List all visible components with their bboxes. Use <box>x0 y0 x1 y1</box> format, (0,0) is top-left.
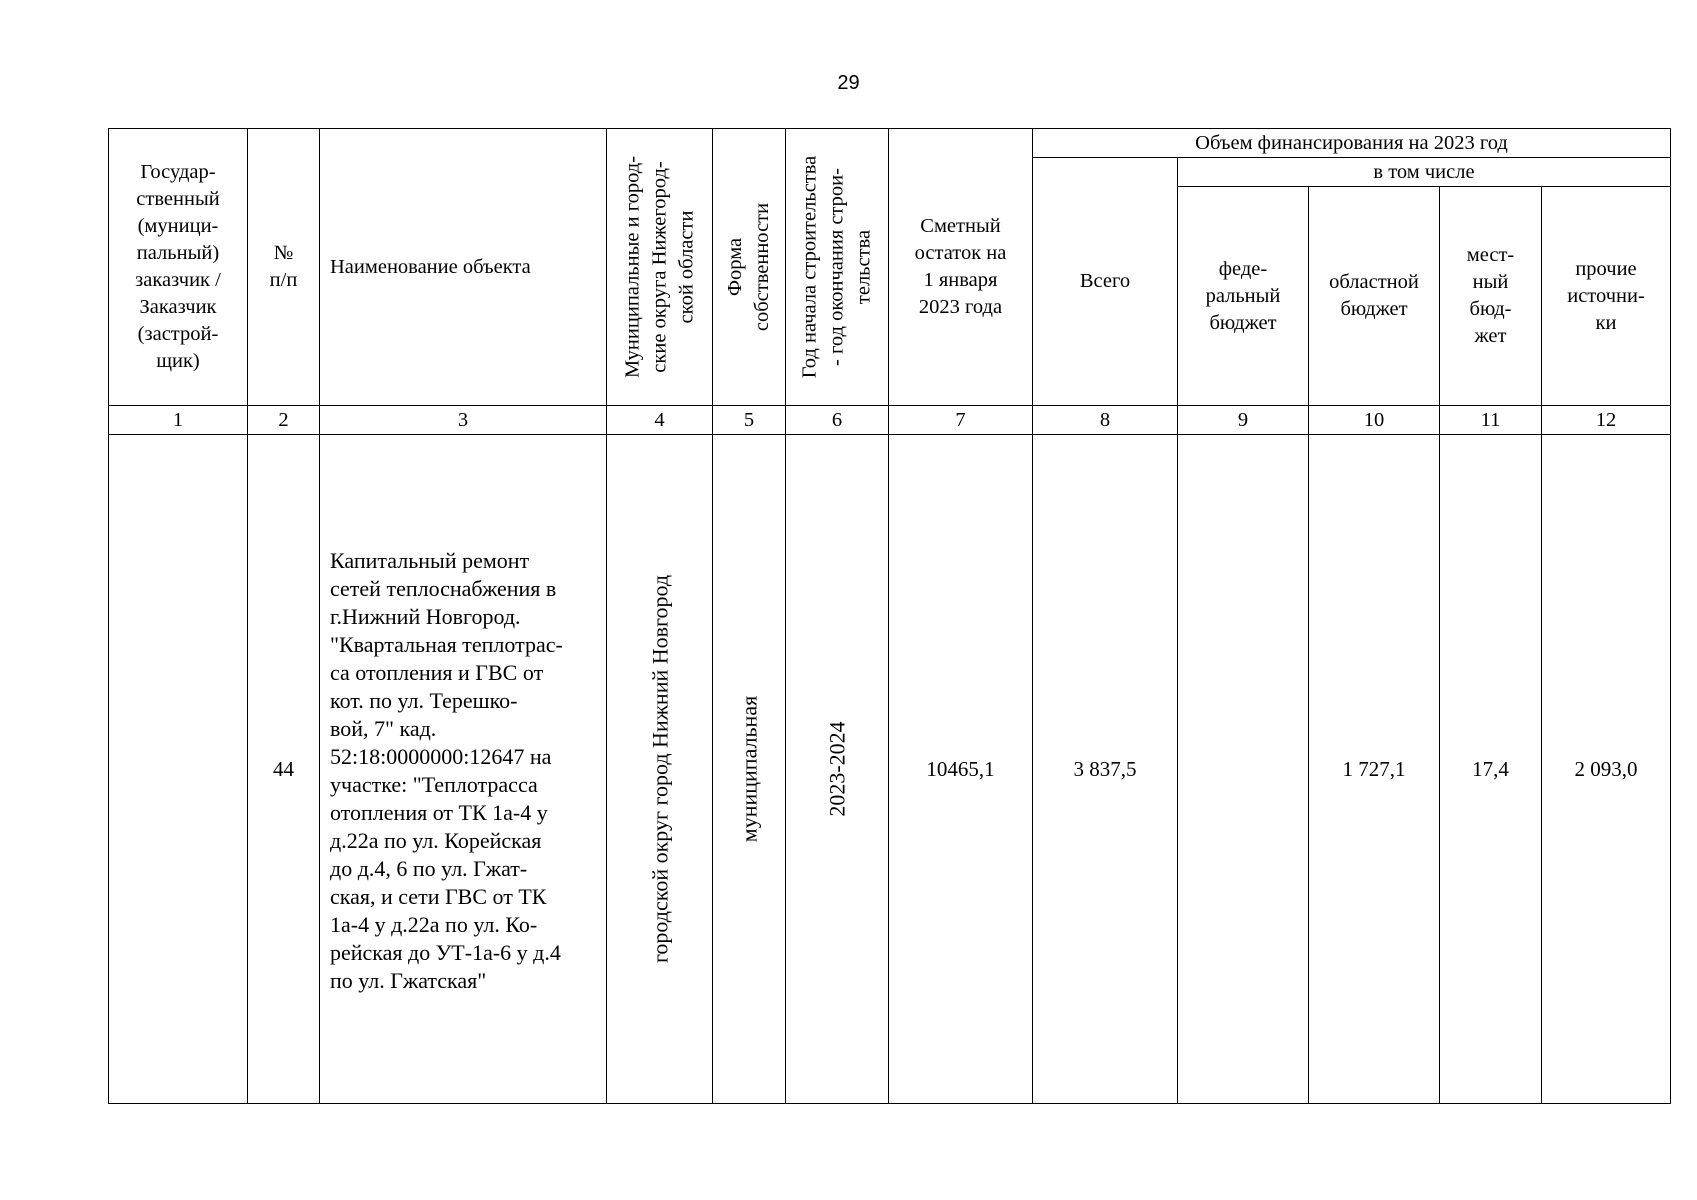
header-federal: феде- ральный бюджет <box>1177 186 1309 406</box>
header-number: № п/п <box>247 128 320 406</box>
row-estimated-balance: 10465,1 <box>888 434 1033 1104</box>
row-customer <box>108 434 248 1104</box>
header-estimated-balance: Сметный остаток на 1 января 2023 года <box>888 128 1033 406</box>
row-ownership-cell <box>712 434 786 1104</box>
header-local: мест- ный бюд- жет <box>1439 186 1542 406</box>
header-municipalities-label: Муниципальные и город- ские округа Нижегород- ской области <box>621 155 697 379</box>
header-funding-2023: Объем финансирования на 2023 год <box>1032 128 1671 158</box>
header-other: прочие источни- ки <box>1541 186 1671 406</box>
header-including: в том числе <box>1177 157 1671 187</box>
row-other: 2 093,0 <box>1541 434 1671 1104</box>
header-customer: Государ- ственный (муници- пальный) заказчик / Заказчик (застрой- щик) <box>108 128 248 406</box>
row-total: 3 837,5 <box>1032 434 1178 1104</box>
column-number: 2 <box>247 405 320 435</box>
row-object-name: Капитальный ремонт сетей теплоснабжения в г.Нижний Новгород. "Квартальная теплотрас- са отопления и ГВС от кот. по ул. Терешко- вой, 7" кад. 52:18:0000000:12647 на участке: "Теплотрасса отопления от ТК 1а-4 у д.22а по ул. Корейская до д.4, 6 по ул. Гжат- ская, и сети ГВС от ТК 1а-4 у д.22а по ул. Ко- рейская до УТ-1а-6 у д.4 по ул. Гжатская" <box>330 548 563 993</box>
page-number: 29 <box>837 72 860 94</box>
header-years-label: Год начала строительства - год окончания строи- тельства <box>798 155 875 379</box>
column-number: 10 <box>1308 405 1440 435</box>
column-number: 12 <box>1541 405 1671 435</box>
column-number: 11 <box>1439 405 1542 435</box>
row-federal <box>1177 434 1309 1104</box>
row-local: 17,4 <box>1439 434 1542 1104</box>
column-number: 9 <box>1177 405 1309 435</box>
column-number: 1 <box>108 405 248 435</box>
header-municipalities <box>606 128 713 406</box>
row-years: 2023-2024 <box>824 721 850 817</box>
column-number: 5 <box>712 405 786 435</box>
row-number: 44 <box>247 434 320 1104</box>
row-municipality-cell <box>606 434 713 1104</box>
column-number: 8 <box>1032 405 1178 435</box>
column-number: 3 <box>319 405 607 435</box>
row-municipality: городской округ город Нижний Новгород <box>647 574 672 964</box>
column-number: 7 <box>888 405 1033 435</box>
row-years-cell <box>785 434 889 1104</box>
header-regional: областной бюджет <box>1308 186 1440 406</box>
header-ownership-label: Форма собственности <box>724 202 773 332</box>
header-ownership <box>712 128 786 406</box>
row-regional: 1 727,1 <box>1308 434 1440 1104</box>
row-object-name-cell <box>319 434 607 1104</box>
header-years <box>785 128 889 406</box>
header-total: Всего <box>1032 157 1178 406</box>
row-ownership: муниципальная <box>736 695 762 843</box>
column-number: 6 <box>785 405 889 435</box>
column-number: 4 <box>606 405 713 435</box>
header-object-name: Наименование объекта <box>319 128 607 406</box>
